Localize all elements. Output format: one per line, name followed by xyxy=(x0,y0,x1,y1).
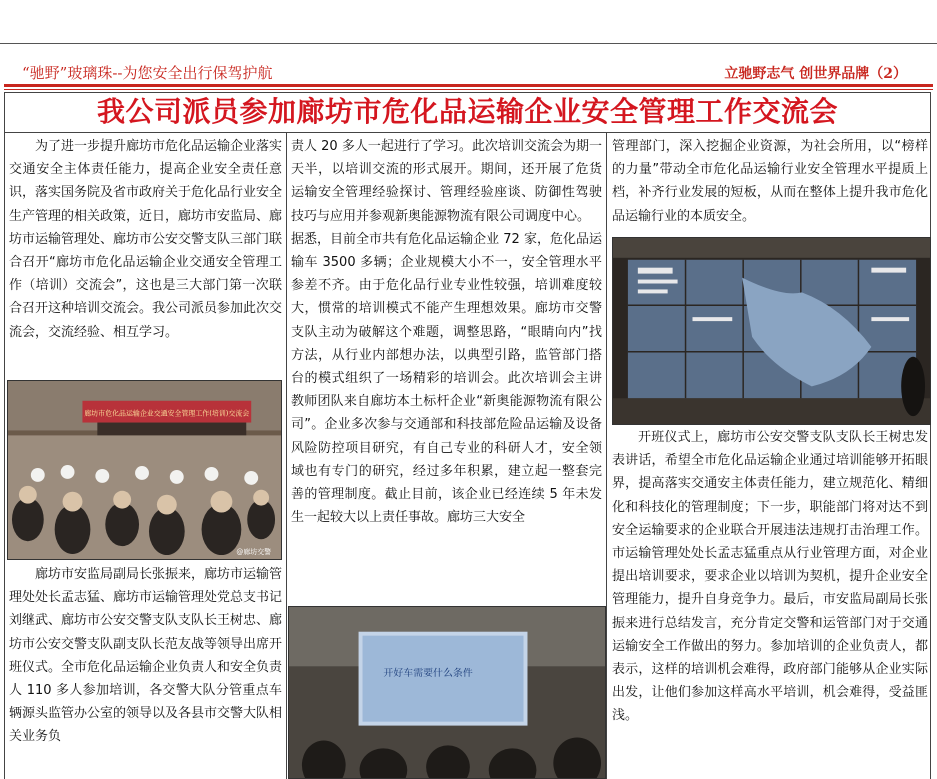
column-2-top xyxy=(291,135,602,605)
meeting-photo xyxy=(7,380,282,560)
title-divider xyxy=(4,132,931,133)
header-slogan-left: “驰野”玻璃珠--为您安全出行保驾护航 xyxy=(22,64,273,82)
column-1-top xyxy=(9,135,282,381)
column-divider-1 xyxy=(286,133,287,779)
paragraph: 责人 20 多人一起进行了学习。此次培训交流会为期一天半，以培训交流的形式展开。期间，还开展了危货运输安全管理经验探讨、管理经验座谈、防御性驾驶技巧与应用并参观新奥能源物流有限公司调度中心。 xyxy=(291,139,602,224)
top-divider xyxy=(0,43,937,44)
header-divider-thick xyxy=(4,84,933,87)
paragraph: 管理部门，深入挖掘企业资源，为社会所用，以“榜样的力量”带动全市危化品运输行业安全管理水平提质上档，补齐行业发展的短板，从而在整体上提升我市危化品运输行业的本质安全。 xyxy=(612,139,928,224)
column-divider-2 xyxy=(606,133,607,779)
column-1-bottom xyxy=(9,563,282,779)
paragraph: 据悉，目前全市共有危化品运输企业 72 家，危化品运输车 3500 多辆；企业规模大小不一，安全管理水平参差不齐。由于危化品行业专业性较强，培训难度较大，惯常的培训模式不能产生理想效果。廊坊市交警支队主动为破解这个难题，调整思路，“眼睛向内”找方法，从行业内部想办法，以典型引路，监管部门搭台的模式组织了一场精彩的培训会。此次培训会主讲教师团队来自廊坊本土标杆企业“新奥能源物流有限公司”。企业多次参与交通部和科技部危险品运输及设备风险防控项目研究，有自己专业的科研人才，安全领域也有专门的研究，经过多年积累，建立起一整套完善的管理制度。截止目前，该企业已经连续 5 年未发生一起较大以上责任事故。廊坊三大安全 xyxy=(291,231,602,526)
lecture-photo xyxy=(288,606,606,779)
article-title: 我公司派员参加廊坊市危化品运输企业安全管理工作交流会 xyxy=(96,95,838,128)
header-divider-thin xyxy=(4,89,933,90)
slide-text: 开好车需要什么条件 xyxy=(383,668,473,680)
column-3-top xyxy=(612,135,928,230)
paragraph: 开班仪式上，廊坊市公安交警支队支队长王树忠发表讲话，希望全市危化品运输企业通过培训能够开拓眼界，提高落实交通安主体责任能力，建立规范化、精细化和科技化的管理制度；下一步，职能部门将对达不到安全运输要求的企业联合开展违法违规打击治理工作。市运输管理处处长孟志猛重点从行业管理方面，对企业提出培训要求，要求企业以培训为契机，提升企业安全管理能力，提升自身竞争力。最后，市安监局副局长张振来进行总结发言，充分肯定交警和运管部门对于交通运输安全工作做出的努力。参加培训的企业负责人，都表示，这样的培训机会难得，政府部门能够从企业实际出发，让他们参加这样高水平培训，机会难得，受益匪浅。 xyxy=(612,430,928,724)
header-slogan-right: 立驰野志气 创世界品牌（2） xyxy=(724,66,907,82)
banner-text: 廊坊市危化品运输企业交通安全管理工作(培训)交流会 xyxy=(84,409,250,418)
photo-watermark: @廊坊交警 xyxy=(236,548,272,557)
control-center-photo xyxy=(612,237,931,425)
paragraph: 廊坊市安监局副局长张振来，廊坊市运输管理处处长孟志猛、廊坊市运输管理处党总支书记刘继武、廊坊市公安交警支队支队长王树忠、廊坊市公安交警支队副支队长范友战等领导出席开班仪式。全市危化品运输企业负责人和安全负责人 110 多人参加培训，各交警大队分管重点车辆源头监管办公室的领导以及各县市交警大队相关业务负 xyxy=(9,567,282,745)
column-3-bottom xyxy=(612,426,928,779)
paragraph: 为了进一步提升廊坊市危化品运输企业落实交通安全主体责任能力，提高企业安全责任意识，落实国务院及省市政府关于危化品行业安全生产管理的相关政策，近日，廊坊市安监局、廊坊市运输管理处、廊坊市公安交警支队三部门联合召开“廊坊市危化品运输企业交通安全管理工作（培训）交流会”，这也是三大部门第一次联合召开这种培训交流会。我公司派员参加此次交流会，交流经验、相互学习。 xyxy=(9,139,282,340)
